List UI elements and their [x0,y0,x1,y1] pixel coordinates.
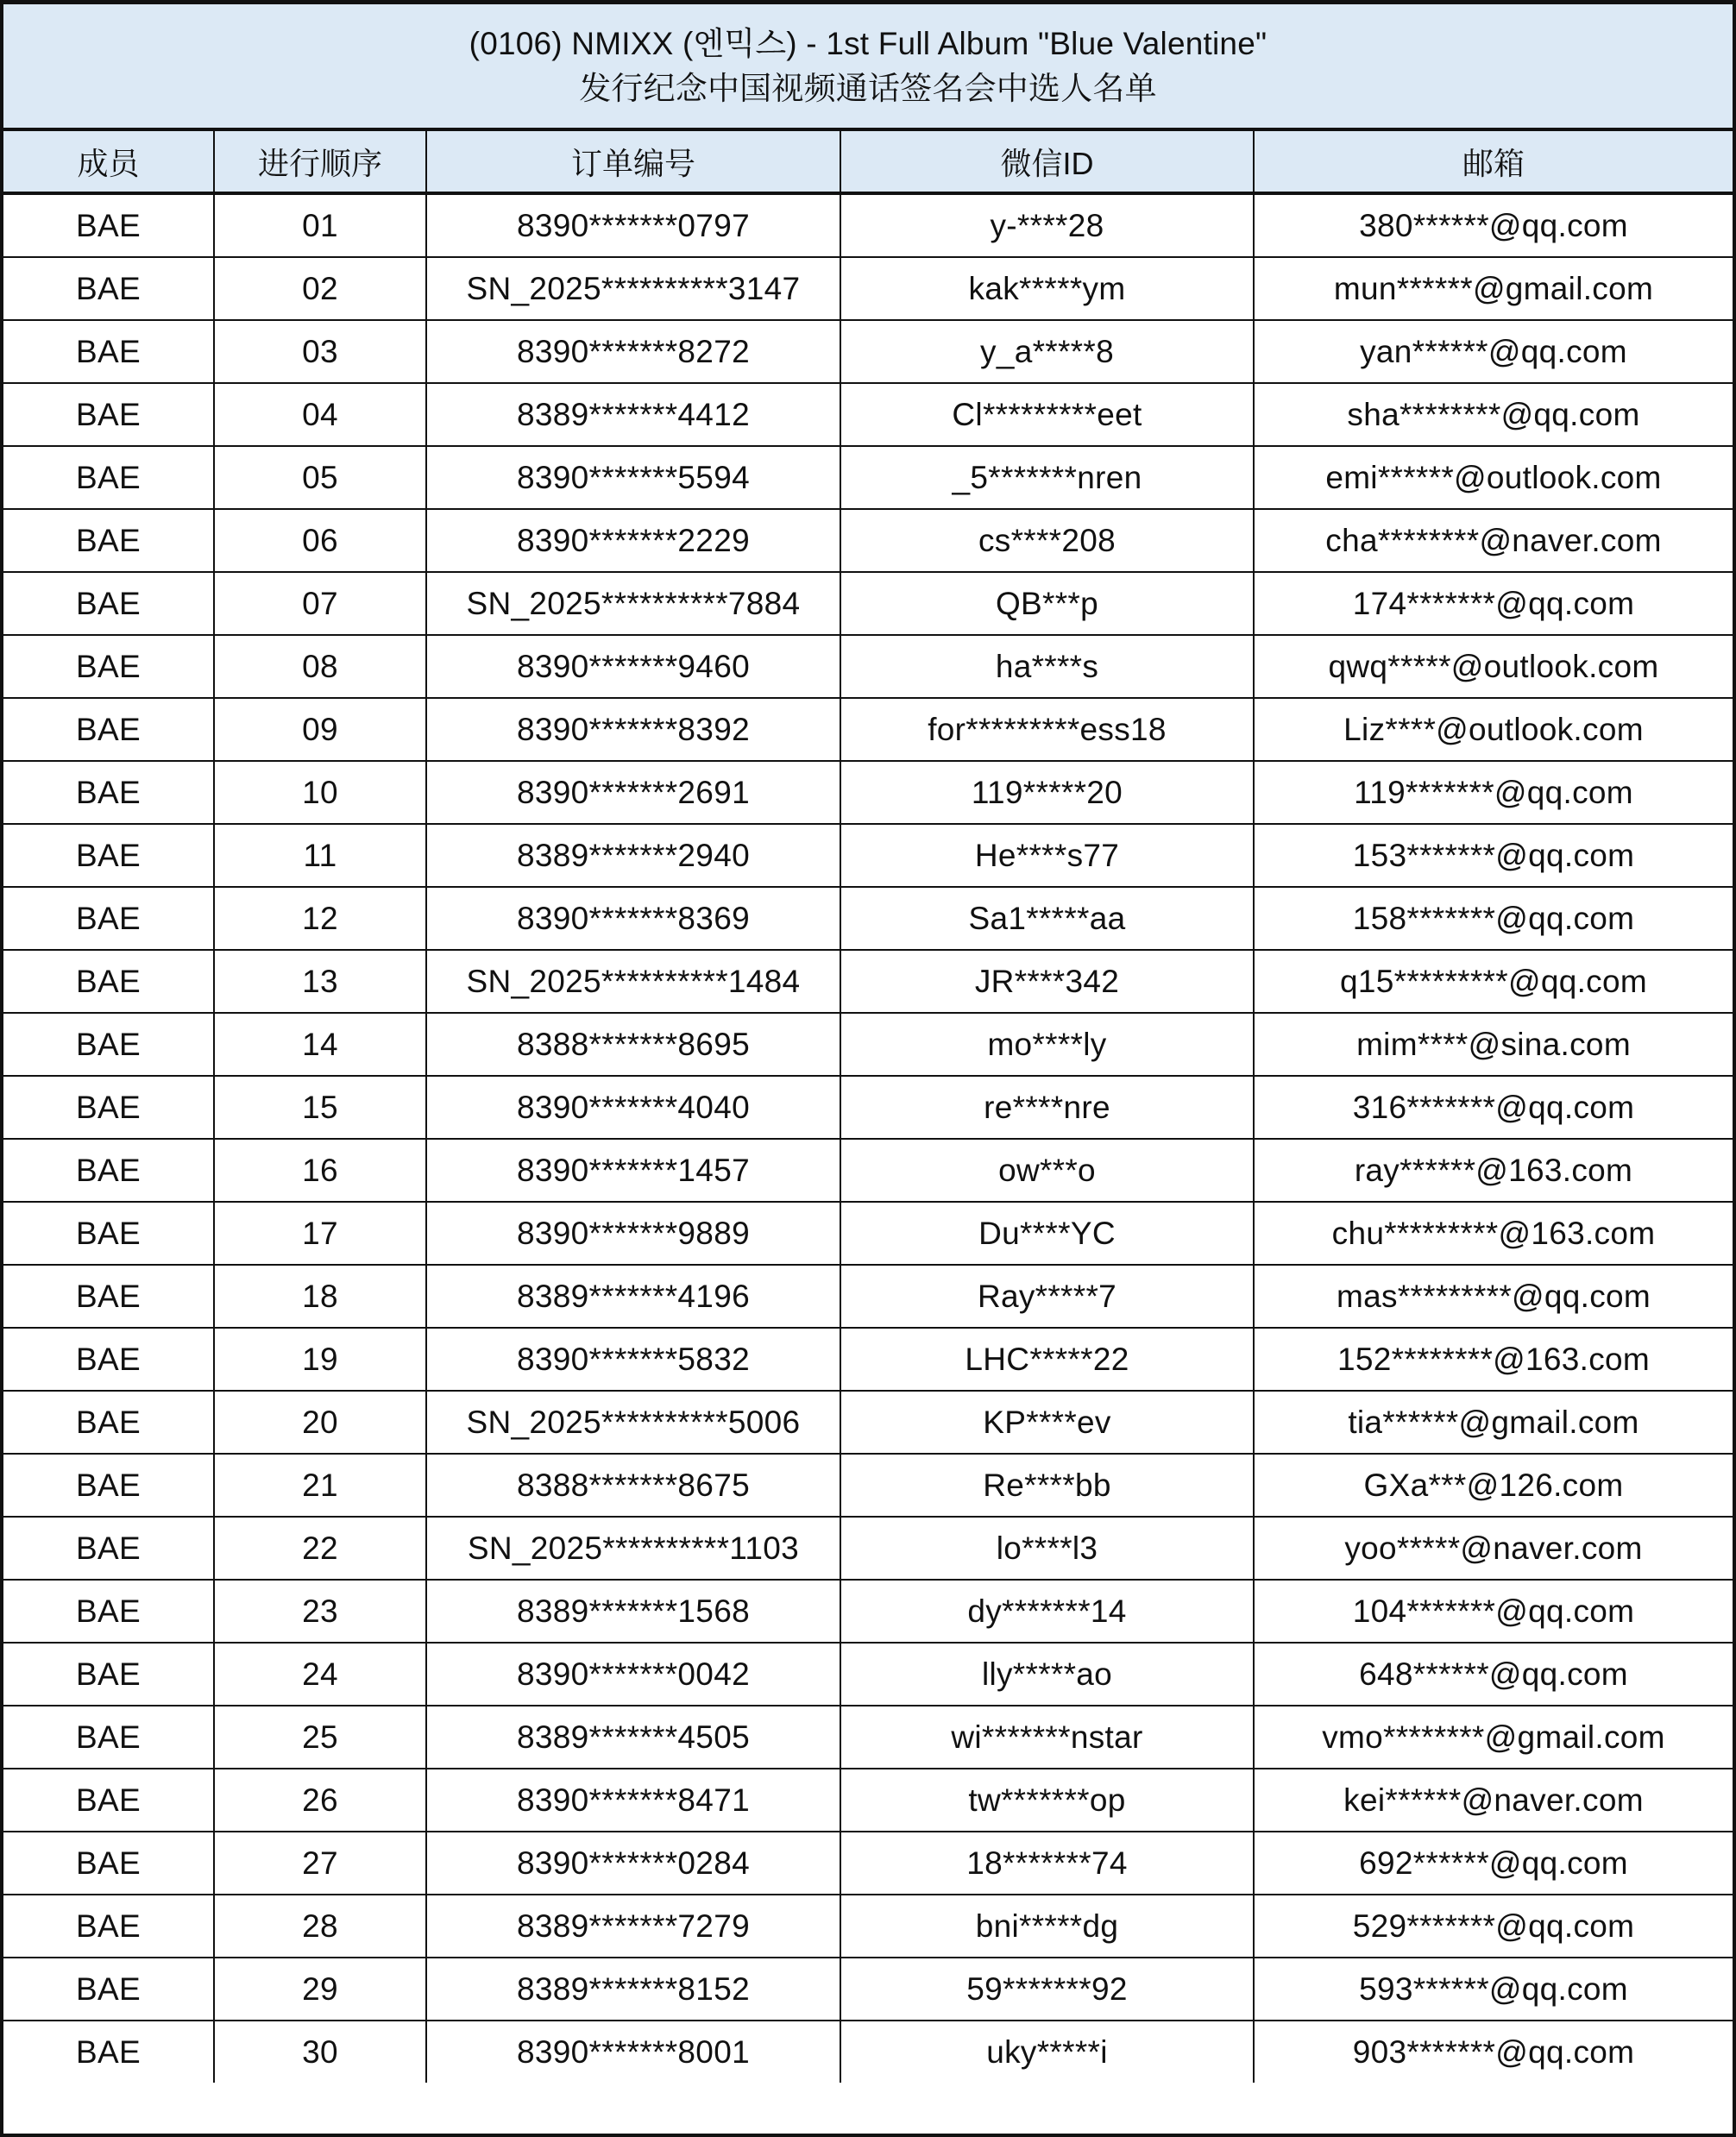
cell-wechat-id: wi*******nstar [840,1706,1254,1769]
cell-email: 648******@qq.com [1254,1643,1733,1706]
cell-member: BAE [3,635,214,698]
cell-wechat-id: lly*****ao [840,1643,1254,1706]
cell-wechat-id: kak*****ym [840,257,1254,320]
cell-wechat-id: QB***p [840,572,1254,635]
cell-member: BAE [3,383,214,446]
cell-member: BAE [3,1391,214,1454]
cell-email: cha********@naver.com [1254,509,1733,572]
winner-table [3,131,1733,2083]
cell-order-number: 8389*******4412 [426,383,840,446]
table-header [3,131,1733,193]
cell-wechat-id: lo****l3 [840,1517,1254,1580]
cell-order-number: 8390*******2229 [426,509,840,572]
cell-sequence: 30 [214,2021,426,2083]
cell-wechat-id: for*********ess18 [840,698,1254,761]
cell-wechat-id: ow***o [840,1139,1254,1202]
cell-wechat-id: Du****YC [840,1202,1254,1265]
cell-email: ray******@163.com [1254,1139,1733,1202]
cell-member: BAE [3,1265,214,1328]
cell-member: BAE [3,1769,214,1832]
cell-wechat-id: cs****208 [840,509,1254,572]
cell-sequence: 17 [214,1202,426,1265]
cell-sequence: 19 [214,1328,426,1391]
cell-email: 593******@qq.com [1254,1958,1733,2021]
cell-email: 529*******@qq.com [1254,1895,1733,1958]
cell-member: BAE [3,1517,214,1580]
cell-sequence: 23 [214,1580,426,1643]
cell-email: yan******@qq.com [1254,320,1733,383]
table-row [3,1517,1733,1580]
cell-order-number: 8390*******4040 [426,1076,840,1139]
cell-sequence: 06 [214,509,426,572]
cell-wechat-id: _5*******nren [840,446,1254,509]
cell-order-number: 8389*******4505 [426,1706,840,1769]
cell-wechat-id: Ray*****7 [840,1265,1254,1328]
cell-member: BAE [3,1706,214,1769]
cell-wechat-id: KP****ev [840,1391,1254,1454]
cell-order-number: 8390*******5832 [426,1328,840,1391]
cell-order-number: 8389*******2940 [426,824,840,887]
cell-order-number: 8388*******8695 [426,1013,840,1076]
cell-member: BAE [3,824,214,887]
cell-sequence: 15 [214,1076,426,1139]
cell-order-number: 8389*******8152 [426,1958,840,2021]
cell-order-number: 8390*******8392 [426,698,840,761]
table-row [3,1832,1733,1895]
header-order-number: 订单编号 [426,131,840,193]
table-row [3,320,1733,383]
cell-sequence: 01 [214,193,426,257]
table-row [3,193,1733,257]
cell-order-number: 8390*******8369 [426,887,840,950]
table-row [3,383,1733,446]
cell-sequence: 20 [214,1391,426,1454]
cell-member: BAE [3,1832,214,1895]
table-row [3,887,1733,950]
cell-wechat-id: dy*******14 [840,1580,1254,1643]
cell-member: BAE [3,1895,214,1958]
cell-order-number: 8389*******7279 [426,1895,840,1958]
cell-member: BAE [3,1013,214,1076]
cell-email: tia******@gmail.com [1254,1391,1733,1454]
cell-email: 903*******@qq.com [1254,2021,1733,2083]
cell-email: vmo********@gmail.com [1254,1706,1733,1769]
table-row [3,1895,1733,1958]
cell-wechat-id: 18*******74 [840,1832,1254,1895]
cell-sequence: 08 [214,635,426,698]
cell-member: BAE [3,1643,214,1706]
cell-order-number: SN_2025**********1103 [426,1517,840,1580]
cell-wechat-id: LHC*****22 [840,1328,1254,1391]
table-row [3,1769,1733,1832]
cell-order-number: 8389*******1568 [426,1580,840,1643]
header-row [3,131,1733,193]
cell-sequence: 26 [214,1769,426,1832]
title-line-event: (0106) NMIXX (엔믹스) - 1st Full Album "Blue Valentine" [469,25,1267,61]
cell-order-number: 8390*******8471 [426,1769,840,1832]
table-row [3,635,1733,698]
cell-email: mas*********@qq.com [1254,1265,1733,1328]
table-row [3,1013,1733,1076]
cell-email: 174*******@qq.com [1254,572,1733,635]
table-row [3,1706,1733,1769]
table-row [3,1580,1733,1643]
cell-member: BAE [3,257,214,320]
cell-member: BAE [3,1454,214,1517]
cell-email: 104*******@qq.com [1254,1580,1733,1643]
title-block [3,4,1733,131]
table-row [3,446,1733,509]
table-row [3,1076,1733,1139]
cell-sequence: 18 [214,1265,426,1328]
title-line-subtitle: 发行纪念中国视频通话签名会中选人名单 [579,70,1157,106]
table-row [3,824,1733,887]
cell-wechat-id: mo****ly [840,1013,1254,1076]
table-row [3,1454,1733,1517]
table-row [3,2021,1733,2083]
cell-member: BAE [3,1958,214,2021]
cell-sequence: 28 [214,1895,426,1958]
cell-sequence: 10 [214,761,426,824]
cell-order-number: 8390*******5594 [426,446,840,509]
cell-wechat-id: re****nre [840,1076,1254,1139]
cell-wechat-id: 119*****20 [840,761,1254,824]
cell-wechat-id: tw*******op [840,1769,1254,1832]
table-row [3,1328,1733,1391]
cell-order-number: 8390*******0797 [426,193,840,257]
cell-sequence: 03 [214,320,426,383]
cell-email: mim****@sina.com [1254,1013,1733,1076]
cell-member: BAE [3,1580,214,1643]
cell-email: kei******@naver.com [1254,1769,1733,1832]
cell-email: 380******@qq.com [1254,193,1733,257]
cell-order-number: 8388*******8675 [426,1454,840,1517]
cell-sequence: 27 [214,1832,426,1895]
cell-email: qwq*****@outlook.com [1254,635,1733,698]
table-row [3,1643,1733,1706]
cell-order-number: 8390*******1457 [426,1139,840,1202]
cell-sequence: 25 [214,1706,426,1769]
cell-member: BAE [3,572,214,635]
cell-email: 692******@qq.com [1254,1832,1733,1895]
cell-email: sha********@qq.com [1254,383,1733,446]
cell-email: Liz****@outlook.com [1254,698,1733,761]
cell-member: BAE [3,887,214,950]
table-row [3,572,1733,635]
cell-email: 119*******@qq.com [1254,761,1733,824]
cell-order-number: SN_2025**********3147 [426,257,840,320]
cell-member: BAE [3,509,214,572]
cell-member: BAE [3,2021,214,2083]
cell-order-number: 8390*******9889 [426,1202,840,1265]
cell-wechat-id: JR****342 [840,950,1254,1013]
cell-order-number: 8390*******9460 [426,635,840,698]
cell-sequence: 05 [214,446,426,509]
cell-email: 152********@163.com [1254,1328,1733,1391]
table-row [3,761,1733,824]
cell-wechat-id: ha****s [840,635,1254,698]
table-body [3,193,1733,2083]
cell-email: 153*******@qq.com [1254,824,1733,887]
cell-member: BAE [3,446,214,509]
cell-email: mun******@gmail.com [1254,257,1733,320]
cell-order-number: 8390*******8272 [426,320,840,383]
table-row [3,1958,1733,2021]
table-row [3,1391,1733,1454]
table-row [3,1202,1733,1265]
cell-member: BAE [3,698,214,761]
cell-wechat-id: uky*****i [840,2021,1254,2083]
cell-wechat-id: y-****28 [840,193,1254,257]
cell-order-number: 8390*******0284 [426,1832,840,1895]
cell-wechat-id: Cl*********eet [840,383,1254,446]
cell-email: yoo*****@naver.com [1254,1517,1733,1580]
cell-order-number: 8390*******0042 [426,1643,840,1706]
cell-order-number: 8390*******2691 [426,761,840,824]
cell-order-number: SN_2025**********7884 [426,572,840,635]
cell-sequence: 09 [214,698,426,761]
cell-member: BAE [3,1328,214,1391]
table-row [3,509,1733,572]
table-row [3,1265,1733,1328]
cell-email: 158*******@qq.com [1254,887,1733,950]
cell-wechat-id: 59*******92 [840,1958,1254,2021]
header-email: 邮箱 [1254,131,1733,193]
cell-member: BAE [3,193,214,257]
cell-sequence: 21 [214,1454,426,1517]
cell-sequence: 29 [214,1958,426,2021]
cell-member: BAE [3,1202,214,1265]
cell-sequence: 02 [214,257,426,320]
header-order-sequence: 进行顺序 [214,131,426,193]
cell-wechat-id: y_a*****8 [840,320,1254,383]
cell-member: BAE [3,950,214,1013]
cell-email: 316*******@qq.com [1254,1076,1733,1139]
header-member: 成员 [3,131,214,193]
cell-member: BAE [3,1139,214,1202]
cell-order-number: SN_2025**********1484 [426,950,840,1013]
cell-sequence: 22 [214,1517,426,1580]
table-row [3,257,1733,320]
cell-wechat-id: bni*****dg [840,1895,1254,1958]
table-row [3,698,1733,761]
header-wechat-id: 微信ID [840,131,1254,193]
cell-member: BAE [3,761,214,824]
cell-sequence: 07 [214,572,426,635]
cell-sequence: 12 [214,887,426,950]
cell-email: emi******@outlook.com [1254,446,1733,509]
cell-email: chu*********@163.com [1254,1202,1733,1265]
cell-order-number: SN_2025**********5006 [426,1391,840,1454]
table-row [3,950,1733,1013]
cell-wechat-id: Re****bb [840,1454,1254,1517]
cell-sequence: 24 [214,1643,426,1706]
cell-sequence: 14 [214,1013,426,1076]
cell-order-number: 8389*******4196 [426,1265,840,1328]
cell-sequence: 11 [214,824,426,887]
table-row [3,1139,1733,1202]
cell-member: BAE [3,1076,214,1139]
cell-wechat-id: He****s77 [840,824,1254,887]
cell-email: GXa***@126.com [1254,1454,1733,1517]
cell-member: BAE [3,320,214,383]
cell-sequence: 13 [214,950,426,1013]
cell-sequence: 04 [214,383,426,446]
cell-order-number: 8390*******8001 [426,2021,840,2083]
cell-wechat-id: Sa1*****aa [840,887,1254,950]
cell-sequence: 16 [214,1139,426,1202]
cell-email: q15*********@qq.com [1254,950,1733,1013]
